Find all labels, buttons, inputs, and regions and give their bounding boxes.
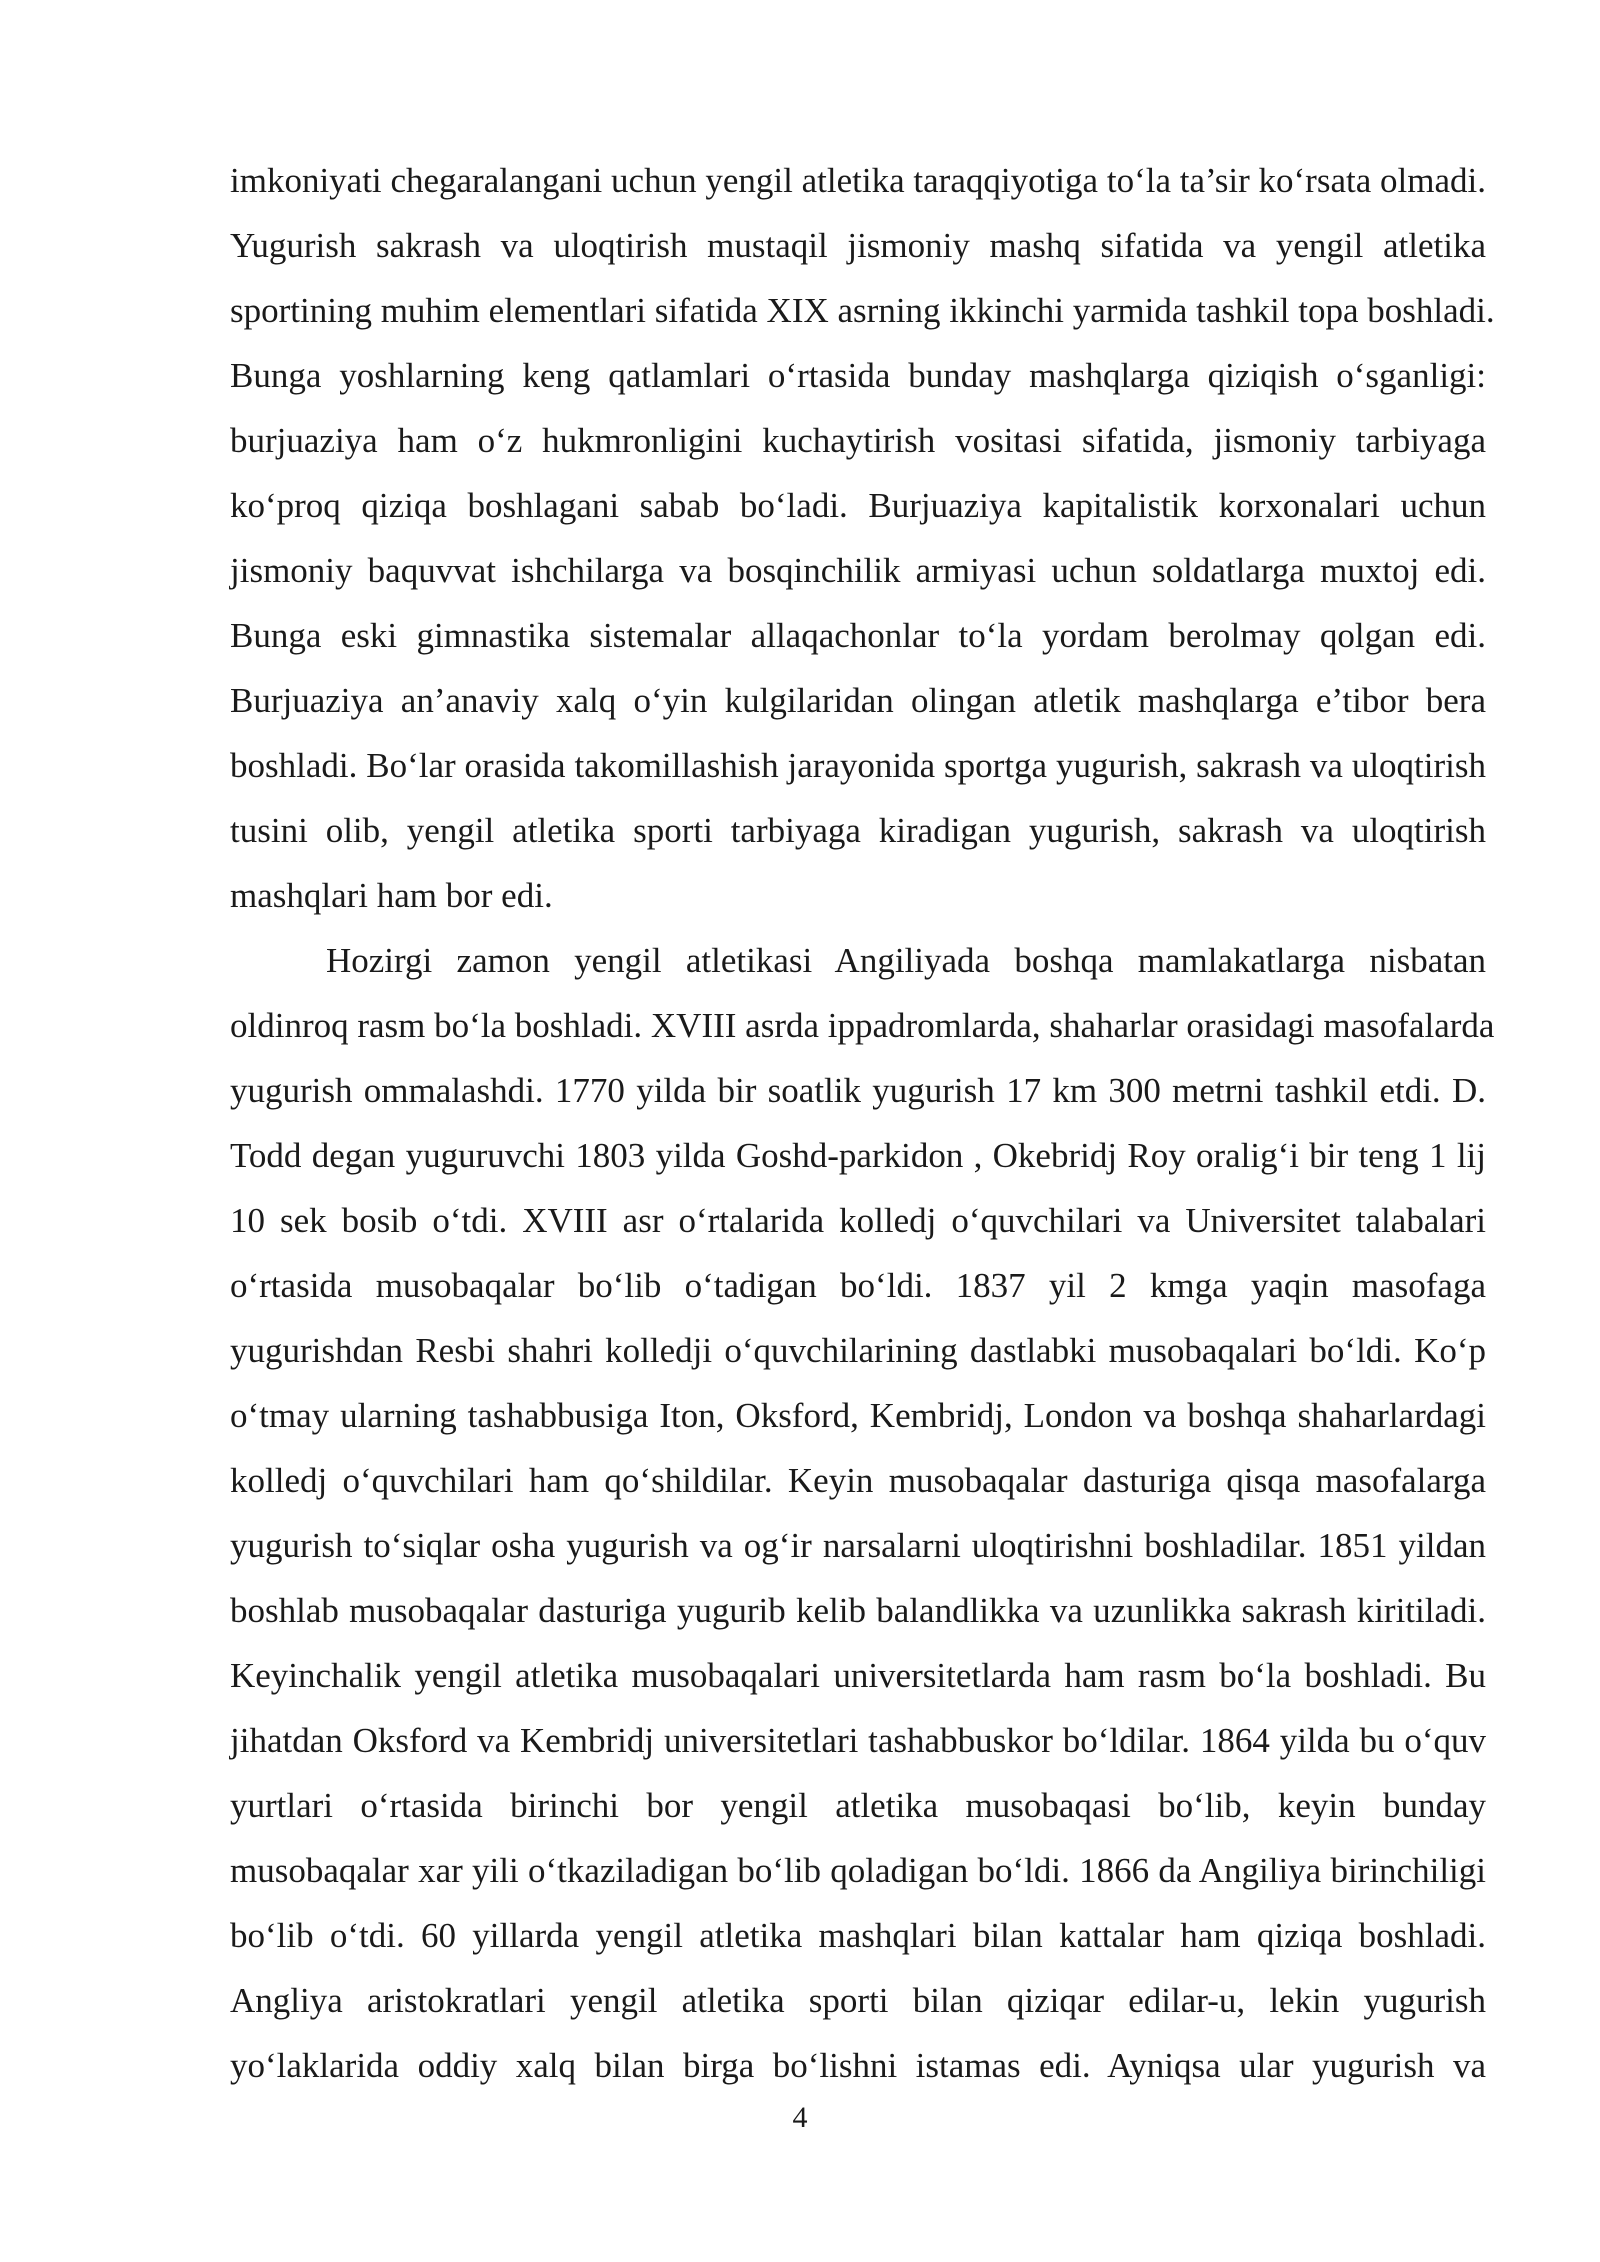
- text-line: yugurish ommalashdi. 1770 yilda bir soatlik yugurish 17 km 300 metrni tashkil etdi. D.: [230, 1071, 1486, 1110]
- text-line: Bunga yoshlarning keng qatlamlari o‘rtasida bunday mashqlarga qiziqish o‘sganligi:: [230, 356, 1486, 395]
- text-line: bo‘lib o‘tdi. 60 yillarda yengil atletika mashqlari bilan kattalar ham qiziqa boshladi.: [230, 1916, 1486, 1955]
- text-line: yo‘laklarida oddiy xalq bilan birga bo‘lishni istamas edi. Ayniqsa ular yugurish va: [230, 2046, 1486, 2085]
- text-line: Bunga eski gimnastika sistemalar allaqachonlar to‘la yordam berolmay qolgan edi.: [230, 616, 1486, 655]
- text-line: yugurish to‘siqlar osha yugurish va og‘ir narsalarni uloqtirishni boshladilar. 1851 yildan: [230, 1526, 1486, 1565]
- text-line: ko‘proq qiziqa boshlagani sabab bo‘ladi. Burjuaziya kapitalistik korxonalari uchun: [230, 486, 1486, 525]
- text-line: yurtlari o‘rtasida birinchi bor yengil atletika musobaqasi bo‘lib, keyin bunday: [230, 1786, 1486, 1825]
- text-line: yugurishdan Resbi shahri kolledji o‘quvchilarining dastlabki musobaqalari bo‘ldi. Ko‘p: [230, 1331, 1486, 1370]
- text-line: Yugurish sakrash va uloqtirish mustaqil jismoniy mashq sifatida va yengil atletika: [230, 226, 1486, 265]
- text-line: musobaqalar xar yili o‘tkaziladigan bo‘lib qoladigan bo‘ldi. 1866 da Angiliya birinchiligi: [230, 1851, 1486, 1890]
- text-line: burjuaziya ham o‘z hukmronligini kuchaytirish vositasi sifatida, jismoniy tarbiyaga: [230, 421, 1486, 460]
- paragraph: [230, 928, 1495, 2098]
- paragraph: [230, 148, 1495, 928]
- text-line: imkoniyati chegaralangani uchun yengil atletika taraqqiyotiga to‘la ta’sir ko‘rsata olmadi.: [230, 161, 1486, 200]
- text-line: jismoniy baquvvat ishchilarga va bosqinchilik armiyasi uchun soldatlarga muxtoj edi.: [230, 551, 1486, 590]
- text-line: o‘tmay ularning tashabbusiga Iton, Oksford, Kembridj, London va boshqa shaharlardagi: [230, 1396, 1486, 1435]
- text-line: oldinroq rasm bo‘la boshladi. XVIII asrda ippadromlarda, shaharlar orasidagi masofalarda: [230, 1006, 1495, 1045]
- text-line: Hozirgi zamon yengil atletikasi Angiliyada boshqa mamlakatlarga nisbatan: [326, 941, 1486, 980]
- text-line: sportining muhim elementlari sifatida XIX asrning ikkinchi yarmida tashkil topa boshladi.: [230, 291, 1495, 330]
- text-line: Todd degan yuguruvchi 1803 yilda Goshd-parkidon , Okebridj Roy oralig‘i bir teng 1 lij: [230, 1136, 1486, 1175]
- text-line: mashqlari ham bor edi.: [230, 876, 553, 915]
- body-text: [230, 148, 1495, 2098]
- text-line: 10 sek bosib o‘tdi. XVIII asr o‘rtalarida kolledj o‘quvchilari va Universitet talabalari: [230, 1201, 1486, 1240]
- text-line: boshladi. Bo‘lar orasida takomillashish jarayonida sportga yugurish, sakrash va uloqtirish: [230, 746, 1486, 785]
- text-line: kolledj o‘quvchilari ham qo‘shildilar. Keyin musobaqalar dasturiga qisqa masofalarga: [230, 1461, 1486, 1500]
- text-line: Angliya aristokratlari yengil atletika sporti bilan qiziqar edilar-u, lekin yugurish: [230, 1981, 1486, 2020]
- text-line: Keyinchalik yengil atletika musobaqalari universitetlarda ham rasm bo‘la boshladi. Bu: [230, 1656, 1486, 1695]
- text-line: jihatdan Oksford va Kembridj universitetlari tashabbuskor bo‘ldilar. 1864 yilda bu o‘quv: [230, 1721, 1486, 1760]
- text-line: Burjuaziya an’anaviy xalq o‘yin kulgilaridan olingan atletik mashqlarga e’tibor bera: [230, 681, 1486, 720]
- page-number: 4: [792, 2101, 808, 2134]
- text-line: tusini olib, yengil atletika sporti tarbiyaga kiradigan yugurish, sakrash va uloqtirish: [230, 811, 1486, 850]
- text-line: boshlab musobaqalar dasturiga yugurib kelib balandlikka va uzunlikka sakrash kiritiladi.: [230, 1591, 1486, 1630]
- text-line: o‘rtasida musobaqalar bo‘lib o‘tadigan bo‘ldi. 1837 yil 2 kmga yaqin masofaga: [230, 1266, 1486, 1305]
